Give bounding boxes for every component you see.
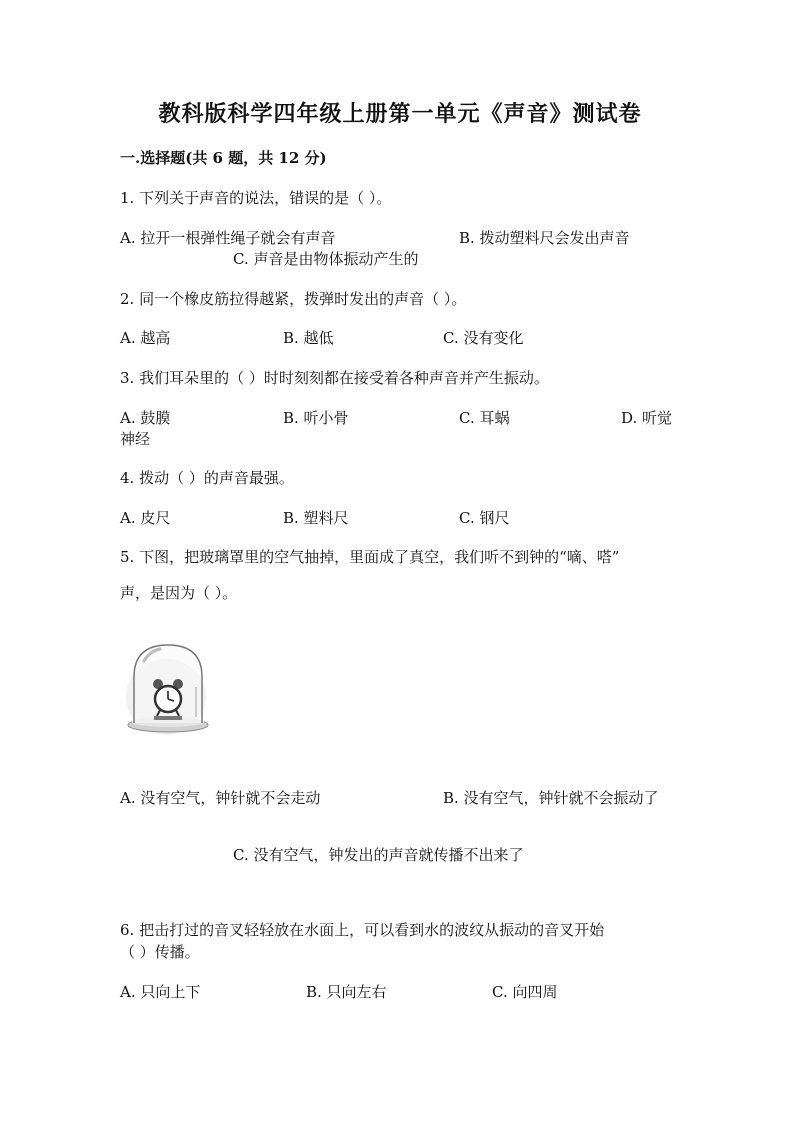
bell-jar-clock-icon xyxy=(120,637,212,737)
question-6-option-a: A. 只向上下 xyxy=(120,983,201,1001)
question-6-stem-line1: 6. 把击打过的音叉轻轻放在水面上，可以看到水的波纹从振动的音叉开始 xyxy=(120,921,605,939)
question-5-option-b: B. 没有空气，钟针就不会振动了 xyxy=(443,789,659,807)
page-title: 教科版科学四年级上册第一单元《声音》测试卷 xyxy=(158,101,642,127)
question-3-option-b: B. 听小骨 xyxy=(283,409,349,427)
bell-jar-clock-figure xyxy=(120,637,212,737)
question-6-option-b: B. 只向左右 xyxy=(306,983,387,1001)
question-1-option-b: B. 拨动塑料尺会发出声音 xyxy=(459,229,630,247)
question-5-option-a: A. 没有空气，钟针就不会走动 xyxy=(120,789,321,807)
question-4-stem: 4. 拨动（ ）的声音最强。 xyxy=(120,469,294,487)
question-6-stem-line2: （ ）传播。 xyxy=(120,943,200,961)
question-1-stem: 1. 下列关于声音的说法，错误的是（ ）。 xyxy=(120,189,392,207)
question-5-stem-line2: 声，是因为（ ）。 xyxy=(120,584,238,602)
question-2-option-c: C. 没有变化 xyxy=(443,329,524,347)
question-3-option-d-continued: 神经 xyxy=(120,430,151,448)
question-4-option-c: C. 钢尺 xyxy=(459,509,510,527)
question-4-option-a: A. 皮尺 xyxy=(120,509,171,527)
question-4-option-b: B. 塑料尺 xyxy=(283,509,349,527)
question-3-stem: 3. 我们耳朵里的（ ）时时刻刻都在接受着各种声音并产生振动。 xyxy=(120,369,549,387)
question-3-option-d: D. 听觉 xyxy=(621,409,673,427)
section-heading: 一.选择题(共 6 题，共 12 分) xyxy=(120,149,327,167)
question-2-stem: 2. 同一个橡皮筋拉得越紧，拨弹时发出的声音（ ）。 xyxy=(120,290,467,308)
question-3-option-a: A. 鼓膜 xyxy=(120,409,171,427)
question-1-option-c: C. 声音是由物体振动产生的 xyxy=(233,250,419,268)
question-2-option-b: B. 越低 xyxy=(283,329,334,347)
question-1-option-a: A. 拉开一根弹性绳子就会有声音 xyxy=(120,229,336,247)
question-3-option-c: C. 耳蜗 xyxy=(459,409,510,427)
question-5-stem-line1: 5. 下图，把玻璃罩里的空气抽掉，里面成了真空，我们听不到钟的“嘀、嗒” xyxy=(120,548,620,566)
question-2-option-a: A. 越高 xyxy=(120,329,171,347)
question-5-option-c: C. 没有空气，钟发出的声音就传播不出来了 xyxy=(233,846,524,864)
question-6-option-c: C. 向四周 xyxy=(492,983,558,1001)
